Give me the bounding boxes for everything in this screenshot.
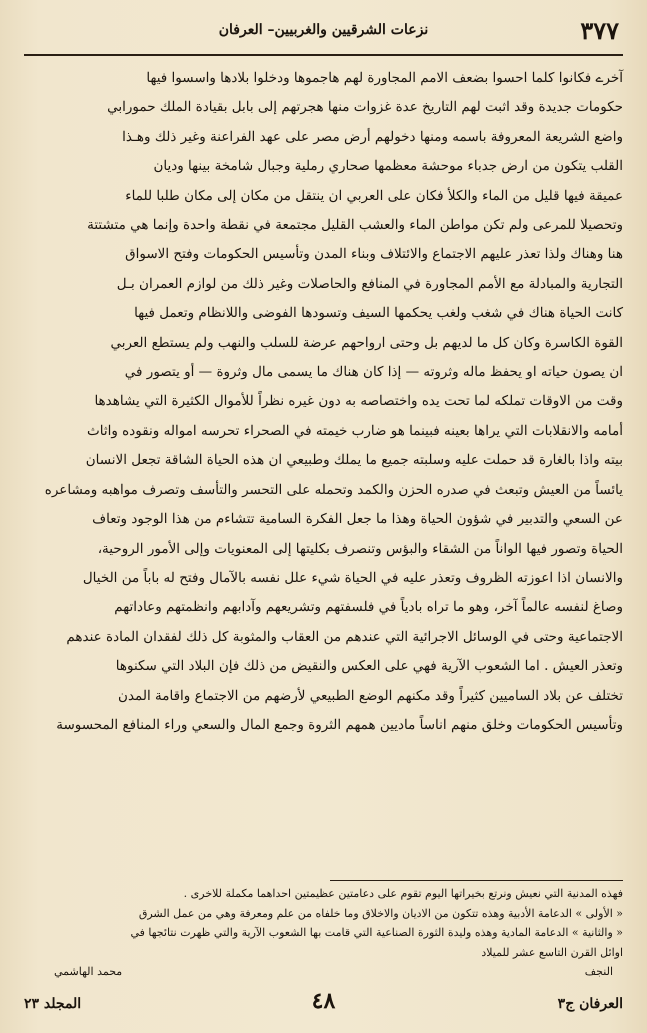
- running-title: نزعات الشرقيين والغربيين– العرفان: [218, 22, 429, 38]
- body-line: عن السعي والتدبير في شؤون الحياة وهذا ما جعل الفكرة السامية تتشاءم من هذا الوجود وتعاف: [92, 511, 623, 528]
- footer-volume: المجلد ٢٣: [24, 996, 82, 1012]
- body-line: تختلف عن بلاد الساميين كثيراً وقد مكنهم الوضع الطبيعي لأرضهم من الاجتماع واقامة المدن: [118, 687, 623, 704]
- footnotes: [24, 884, 623, 982]
- footer-sheet-number: ٤٨: [311, 988, 336, 1014]
- body-line: وتحصيلا للمرعى ولم تكن مواطن الماء والعشب القليل مجتمعة في نقطة واحدة وإنما هي متشتتة: [87, 217, 623, 234]
- footnote-line: فهذه المدنية التي نعيش ونرتع بخيراتها اليوم تقوم على دعامتين عظيمتين احداهما مكملة للاخرى .: [183, 887, 623, 900]
- page-header: [24, 10, 623, 54]
- body-line: بيته واذا بالغارة قد حملت عليه وسلبته جميع ما يملك وطبيعي ان هذه الحياة الشاقة تجعل الانسان: [85, 452, 623, 469]
- body-line: يائساً من العيش وتبعث في صدره الحزن والكمد وتحمله على التحسر والتأسف وتصرف مواهبه ومشاعره: [44, 481, 623, 498]
- footnote-divider: [330, 880, 623, 881]
- body-line: هنا وهناك ولذا تعذر عليهم الاجتماع والائتلاف وبناء المدن وتأسيس الحكومات وفتح الاسواق: [125, 246, 623, 263]
- header-divider: [24, 54, 623, 56]
- body-line: التجارية والمبادلة مع الأمم المجاورة في المنافع والحاصلات وغير ذلك من لوازم العمران بـل: [116, 275, 623, 292]
- body-line: كانت الحياة هناك في شغب ولغب يحكمها السيف وتسودها الفوضى واللانظام وتعمل فيها: [134, 305, 623, 322]
- body-line: وقت من الاوقات تملكه لما تحت يده واختصاصه به دون غيره نظراً للأموال الكثيرة التي يشاهدها: [94, 393, 623, 410]
- body-line: وتعذر العيش . اما الشعوب الآرية فهي على العكس والنقيض من ذلك فإن البلاد التي سكنوها: [115, 658, 623, 675]
- signature-author: محمد الهاشمي: [54, 965, 123, 978]
- signature-block: [24, 962, 623, 982]
- footnote-line: « الأولى » الدعامة الأدبية وهذه تتكون من الاديان والاخلاق وما خلفاه من علم ومعرفة وهي من عمل الشرق: [138, 906, 623, 920]
- page-footer: [24, 988, 623, 1018]
- footnote-line: « والثانية » الدعامة المادية وهذه وليدة الثورة الصناعية التي قامت بها الشعوب الآرية والتي ظهرت نتائجها في: [130, 926, 623, 939]
- body-line: الحياة وتصور فيها الواناً من الشقاء والبؤس وتنصرف بكليتها إلى المعنويات وإلى الأمور الروحية،: [97, 540, 623, 557]
- body-line: وصاغ لنفسه عالماً آخر، وهو ما تراه بادياً في فلسفتهم وتشريعهم وآدابهم وانظمتهم وعاداتهم: [114, 599, 623, 616]
- body-line: والانسان اذا اعوزته الظروف وتعذر عليه في الحياة شيء علل نفسه بالآمال وفتح له باباً من الخيال: [82, 569, 623, 586]
- body-line: وتأسيس الحكومات وخلق منهم اناساً ماديين همهم الثروة وجمع المال والسعي وراء المنافع المحسوسة: [56, 716, 623, 733]
- footnote-line: اوائل القرن التاسع عشر للميلاد: [481, 945, 623, 959]
- body-line: واضع الشريعة المعروفة باسمه ومنها دخولهم أرض مصر على عهد الفراعنة وغير ذلك وهـذا: [122, 128, 623, 145]
- signature-place: النجف: [584, 965, 613, 978]
- article-body: [24, 64, 623, 740]
- body-line: آخرے فكانوا كلما احسوا بضعف الامم المجاورة لهم هاجموها ودخلوا بلادها واسسوا فيها: [146, 70, 623, 86]
- page-number: ٣٧٧: [580, 16, 619, 45]
- body-line: القوة الكاسرة وكان كل ما لديهم بل وحتى ارواحهم عرضة للسلب والنهب ولم يستطع العربي: [110, 334, 623, 351]
- footer-journal: العرفان ج٣: [557, 996, 623, 1012]
- body-line: عميقة فيها قليل من الماء والكلأ فكان على العربي ان ينتقل من مكان إلى مكان طلبا للماء: [125, 187, 623, 204]
- body-line: ان يصون حياته او يحفظ ماله وثروته — إذا كان هناك ما يسمى مال وثروة — أو يتصور في: [124, 364, 623, 381]
- body-line: الاجتماعية وحتى في الوسائل الاجرائية التي عندهم من العقاب والمثوبة كل ذلك لفقدان المادة عندهم: [66, 628, 623, 645]
- body-line: القلب يتكون من ارض جدباء موحشة معظمها صحاري رملية وجبال شامخة بينها وديان: [153, 158, 623, 175]
- body-line: أمامه والانقلابات التي يراها بعينه فبينما هو ضارب خيمته في الصحراء تحرسه امواله ونقوده واثاث: [87, 422, 623, 439]
- body-line: حكومات جديدة وقد اثبت لهم التاريخ عدة غزوات منها هجرتهم إلى بابل بقيادة الملك حمورابي: [107, 99, 623, 116]
